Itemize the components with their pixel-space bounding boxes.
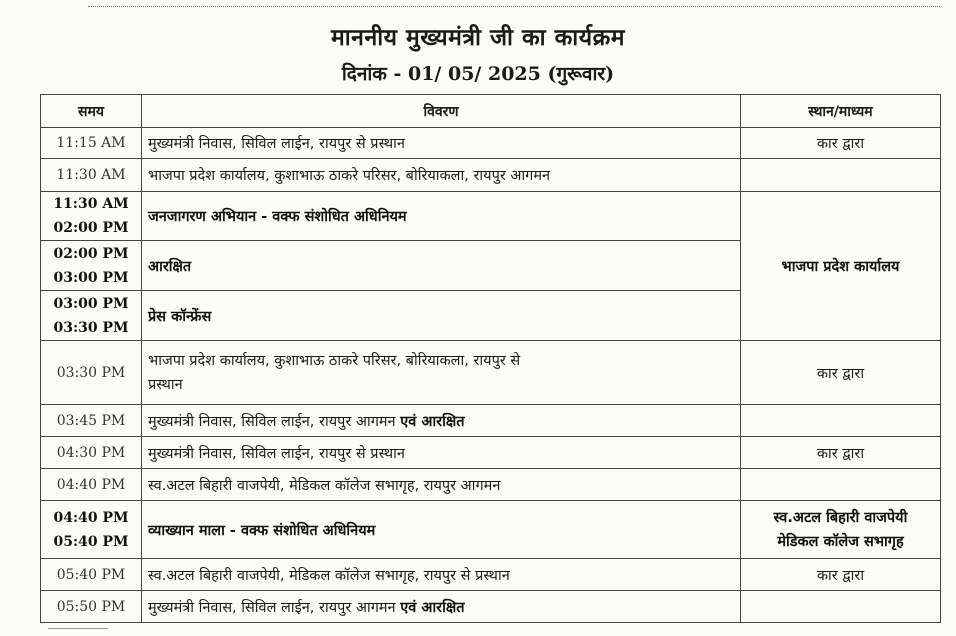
row-place: कार द्वारा [741, 437, 941, 469]
row-time-end: 05:40 PM [53, 533, 129, 550]
row-description: जनजागरण अभियान - वक्फ संशोधित अधिनियम [142, 192, 741, 241]
row-description-bold: एवं आरक्षित [400, 599, 465, 616]
table-row [41, 469, 941, 501]
table-row [41, 559, 941, 591]
row-time-end: 02:00 PM [53, 220, 129, 236]
row-description: प्रेस कॉन्फ्रेंस [142, 291, 741, 341]
top-divider [88, 6, 940, 7]
row-place [741, 469, 941, 501]
column-header-time: समय [41, 95, 142, 128]
row-place: कार द्वारा [741, 559, 941, 591]
table-row [41, 341, 941, 405]
row-place-merged: भाजपा प्रदेश कार्यालय [741, 192, 941, 341]
row-time: 05:40 PM [41, 559, 142, 591]
table-header-row [41, 95, 941, 128]
table-row [41, 437, 941, 469]
row-time-range [41, 192, 142, 241]
row-time: 04:40 PM [41, 469, 142, 501]
row-time-range [41, 501, 142, 559]
row-description [142, 405, 741, 437]
row-place [741, 159, 941, 192]
row-place: कार द्वारा [741, 128, 941, 159]
row-time: 11:30 AM [41, 159, 142, 192]
row-time-start: 03:00 PM [53, 295, 129, 312]
schedule-table [40, 94, 941, 623]
row-description: आरक्षित [142, 241, 741, 291]
table-row [41, 159, 941, 192]
row-description [142, 341, 741, 405]
table-row [41, 591, 941, 623]
row-place: कार द्वारा [741, 341, 941, 405]
row-place [741, 591, 941, 623]
page-title: माननीय मुख्यमंत्री जी का कार्यक्रम [330, 25, 626, 51]
row-time-range [41, 241, 142, 291]
footer-divider-fragment [48, 628, 108, 629]
row-description-text: मुख्यमंत्री निवास, सिविल लाईन, रायपुर आगमन [148, 413, 396, 430]
table-row [41, 128, 941, 159]
column-header-description: विवरण [142, 95, 741, 128]
row-description-bold: एवं आरक्षित [400, 413, 465, 430]
row-time: 03:45 PM [41, 405, 142, 437]
row-description-text: मुख्यमंत्री निवास, सिविल लाईन, रायपुर आगमन [148, 599, 396, 616]
row-place [741, 405, 941, 437]
row-time-start: 02:00 PM [53, 245, 129, 262]
row-description-line2: प्रस्थान [148, 376, 183, 393]
row-description-line1: भाजपा प्रदेश कार्यालय, कुशाभाऊ ठाकरे परिसर, बोरियाकला, रायपुर से [148, 352, 521, 369]
row-place-line2: मेडिकल कॉलेज सभागृह [777, 533, 904, 550]
row-description: व्याख्यान माला - वक्फ संशोधित अधिनियम [142, 501, 741, 559]
row-description: स्व.अटल बिहारी वाजपेयी, मेडिकल कॉलेज सभागृह, रायपुर से प्रस्थान [142, 559, 741, 591]
row-description: स्व.अटल बिहारी वाजपेयी, मेडिकल कॉलेज सभागृह, रायपुर आगमन [142, 469, 741, 501]
column-header-place: स्थान/माध्यम [741, 95, 941, 128]
row-time-start: 11:30 AM [53, 196, 129, 212]
date-line: दिनांक - 01/ 05/ 2025 (गुरूवार) [341, 63, 615, 85]
row-place [741, 501, 941, 559]
table-row [41, 405, 941, 437]
table-row [41, 192, 941, 241]
row-time-start: 04:40 PM [53, 509, 129, 526]
row-description: मुख्यमंत्री निवास, सिविल लाईन, रायपुर से प्रस्थान [142, 437, 741, 469]
row-time-end: 03:00 PM [53, 269, 129, 286]
row-time: 11:15 AM [41, 128, 142, 159]
row-description: भाजपा प्रदेश कार्यालय, कुशाभाऊ ठाकरे परिसर, बोरियाकला, रायपुर आगमन [142, 159, 741, 192]
row-time: 03:30 PM [41, 341, 142, 405]
row-time: 05:50 PM [41, 591, 142, 623]
row-description [142, 591, 741, 623]
row-time-end: 03:30 PM [53, 319, 129, 336]
table-row [41, 501, 941, 559]
row-place-line1: स्व.अटल बिहारी वाजपेयी [773, 509, 908, 526]
row-time-range [41, 291, 142, 341]
row-description: मुख्यमंत्री निवास, सिविल लाईन, रायपुर से प्रस्थान [142, 128, 741, 159]
row-time: 04:30 PM [41, 437, 142, 469]
